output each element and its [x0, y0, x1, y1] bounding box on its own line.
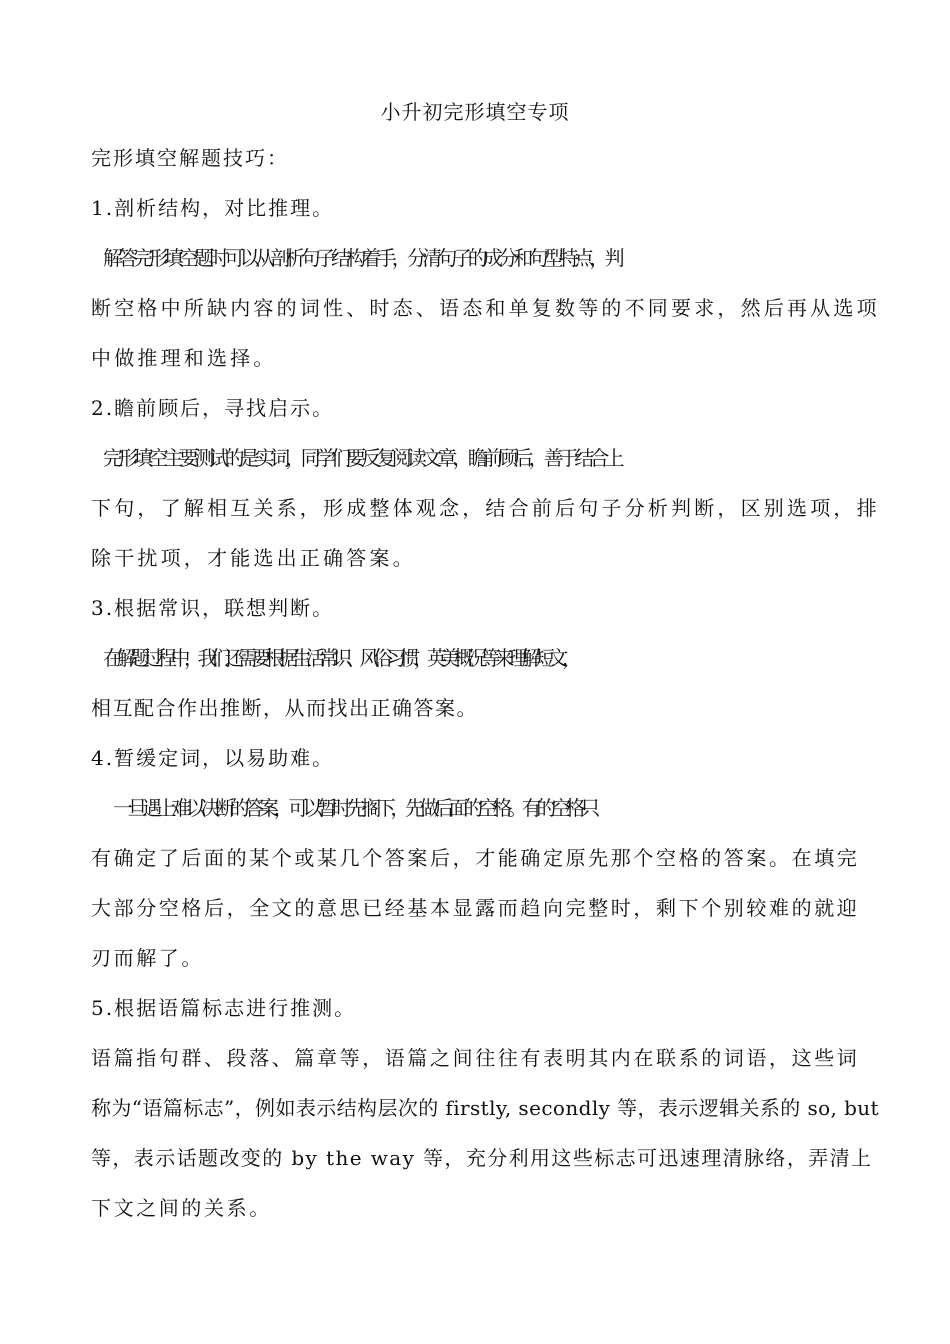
tip-2-text-line-1: 完形填空主要测试的是实词，同学们要反复阅读文章，瞻前顾后，善于结合上 — [103, 446, 620, 470]
tip-3-heading: 3.根据常识，联想判断。 — [91, 596, 335, 620]
tip-4-text-line-2: 有确定了后面的某个或某几个答案后，才能确定原先那个空格的答案。在填完 — [91, 846, 860, 870]
tip-5-text-line-3: 等，表示话题改变的 by the way 等，充分利用这些标志可迅速理清脉络，弄清上 — [91, 1146, 873, 1170]
tip-1-text-line-2: 断空格中所缺内容的词性、时态、语态和单复数等的不同要求，然后再从选项 — [91, 296, 880, 320]
tip-2-text-line-3: 除干扰项，才能选出正确答案。 — [91, 546, 416, 570]
document-title: 小升初完形填空专项 — [380, 100, 570, 124]
tip-4-text-line-1: 一旦遇上难以决断的答案，可以暂时先搁下，先做后面的空格。有的空格只 — [113, 796, 595, 820]
tip-4-text-line-3: 大部分空格后，全文的意思已经基本显露而趋向完整时，剩下个别较难的就迎 — [91, 896, 860, 920]
tip-2-heading: 2.瞻前顾后，寻找启示。 — [91, 396, 335, 420]
tip-5-text-line-1: 语篇指句群、段落、篇章等，语篇之间往往有表明其内在联系的词语，这些词 — [91, 1046, 860, 1070]
tip-1-text-line-1: 解答完形填空题时可以从剖析句子结构着手，分清句子的成分和句型特点，判 — [103, 246, 620, 270]
tip-5-text-line-4: 下文之间的关系。 — [91, 1196, 272, 1220]
tip-5-heading: 5.根据语篇标志进行推测。 — [91, 996, 357, 1020]
tip-3-text-line-2: 相互配合作出推断，从而找出正确答案。 — [91, 696, 478, 720]
tip-4-text-line-4: 刃而解了。 — [91, 946, 204, 970]
section-heading: 完形填空解题技巧： — [91, 146, 289, 170]
tip-4-heading: 4.暂缓定词，以易助难。 — [91, 746, 335, 770]
tip-1-heading: 1.剖析结构，对比推理。 — [91, 196, 335, 220]
tip-5-text-line-2: 称为“语篇标志”，例如表示结构层次的 firstly, secondly 等，表示逻辑关系的 so, but — [91, 1096, 879, 1120]
tip-2-text-line-2: 下句，了解相互关系，形成整体观念，结合前后句子分析判断，区别选项，排 — [91, 496, 880, 520]
tip-1-text-line-3: 中做推理和选择。 — [91, 346, 277, 370]
tip-3-text-line-1: 在解题过程中，我们还需要根据生活常识、风俗习惯，英美概况等来理解短文， — [103, 646, 576, 670]
